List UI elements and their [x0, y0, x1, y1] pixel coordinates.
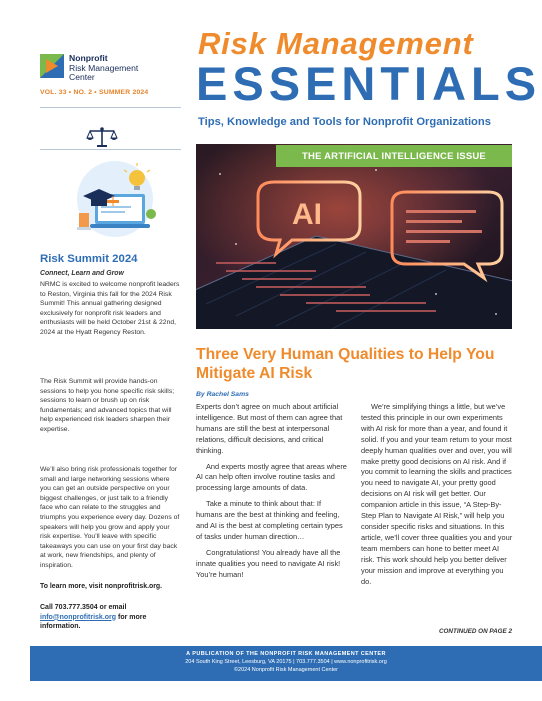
footer-address: 204 South King Street, Leesburg, VA 20175 | 703.777.3504 | www.nonprofitrisk.org: [185, 659, 387, 666]
title-risk-management: Risk Management: [198, 26, 474, 61]
article-paragraph: Take a minute to think about that: If humans are the best at thinking and feeling, and AI is the best at completing certain types of tasks under human direction…: [196, 499, 343, 541]
issue-banner: THE ARTIFICIAL INTELLIGENCE ISSUE: [276, 145, 512, 167]
logo-line-3: Center: [69, 72, 95, 82]
sidebar-paragraph-2: The Risk Summit will provide hands-on sessions to help you hone specific risk skills; sessions to learn or brush up on risk fundamentals; and advanced topics that will help experienced risk leaders sharpen their expertise.: [40, 378, 175, 433]
article-title: Three Very Human Qualities to Help You Mitigate AI Risk: [196, 346, 495, 382]
article-paragraph: And experts mostly agree that areas where AI can help often involve routine tasks and processing large amounts of data.: [196, 461, 347, 493]
article-column-2: [361, 402, 514, 592]
issue-info: VOL. 33 • NO. 2 • SUMMER 2024: [40, 89, 149, 96]
sidebar-learn-more: To learn more, visit nonprofitrisk.org.: [40, 583, 163, 590]
footer-publisher: A PUBLICATION OF THE NONPROFIT RISK MANAGEMENT CENTER: [186, 651, 386, 657]
logo-line-1: Nonprofit: [69, 53, 108, 63]
article-paragraph: We’re simplifying things a little, but we’ve tested this principle in our own experiments with AI risk for more than a year, and found it solid. If you and your team return to your most deeply human qualities over and over, you will make pretty good decisions on AI risk. And if you commit to learning the skills and practices you need to navigate AI, your pretty good decisions on AI risk will get better. Our companion article in this issue, “A Step-By-Step Plan to Navigate AI Risk,” will help you consider specific risks and situations. In this article, we’ll cover three qualities you and your team members can hone to better meet AI risk. This work should help you better deliver your mission and improve at everything you do.: [361, 402, 513, 586]
article-byline: By Rachel Sams: [196, 391, 249, 398]
tagline: Tips, Knowledge and Tools for Nonprofit Organizations: [198, 116, 491, 128]
nrmc-logo-icon: [40, 54, 64, 78]
footer-bar: [30, 646, 542, 681]
article-paragraph: Experts don’t agree on much about artificial intelligence. But most of them can agree that humans are still the best at interpersonal relations, difficult decisions, and critical thinking.: [196, 402, 343, 455]
sidebar-heading: Risk Summit 2024: [40, 253, 138, 265]
hero-image: [196, 144, 512, 329]
sidebar-subheading: Connect, Learn and Grow: [40, 270, 124, 277]
logo-line-2: Risk Management: [69, 62, 139, 73]
hero-ai-text: AI: [292, 198, 322, 231]
summit-illustration: [65, 158, 165, 240]
ai-chat-artwork: [196, 144, 512, 329]
contact-email-link[interactable]: info@nonprofitrisk.org: [40, 613, 117, 621]
sidebar-divider-top: [40, 107, 181, 108]
nrmc-logo: [40, 54, 180, 82]
article-column-1: [196, 402, 349, 586]
title-essentials: ESSENTIALS: [196, 57, 542, 110]
article-paragraph: Congratulations! You already have all the innate qualities you need to navigate AI risk! You’re human!: [196, 547, 341, 579]
balance-scale-icon: [86, 126, 118, 148]
logo-wordmark: [69, 54, 138, 83]
sidebar-paragraph-1: NRMC is excited to welcome nonprofit leaders to Reston, Virginia this fall for the 2024 Risk Summit! This annual gathering designed exclusively for nonprofit risk leaders and enthusiasts will be held October 21st & 22nd, 2024 at the Hyatt Regency Reston.: [40, 281, 180, 336]
sidebar-divider: [40, 149, 181, 150]
sidebar-paragraph-3: We’ll also bring risk professionals together for small and large networking sessions where you can get an outside perspective on your biggest challenges, or just talk to a friendly face who can relate to the struggles and triumphs you experience every day. Dozens of speakers will help you grow and apply your risk expertise. You’ll leave with specific takeaways you can use on your first day back at work, new friendships, and plenty of inspiration.: [40, 466, 180, 569]
footer-copyright: ©2024 Nonprofit Risk Management Center: [233, 667, 339, 674]
sidebar-contact: [40, 603, 182, 632]
contact-text-pre: Call 703.777.3504 or email: [40, 604, 127, 611]
contact-text-post: for more information.: [40, 613, 147, 631]
continued-notice: CONTINUED ON PAGE 2: [438, 628, 512, 635]
